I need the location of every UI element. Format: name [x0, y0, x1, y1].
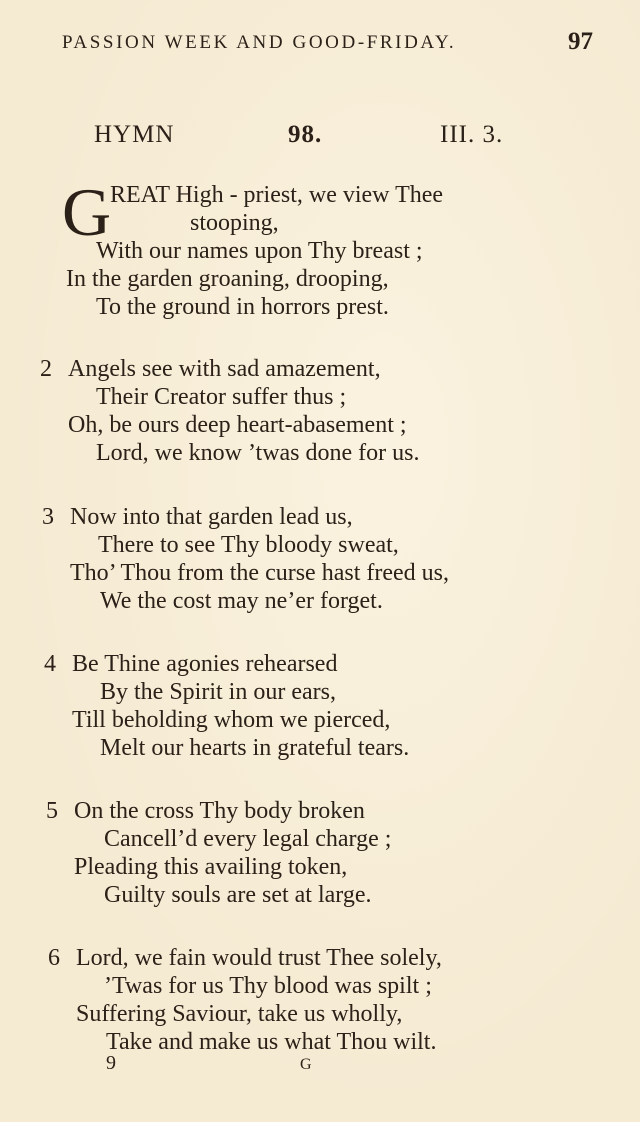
signature-number: 9 [106, 1052, 116, 1074]
hymn-number: 98. [288, 121, 323, 148]
stanza-line: Tho’ Thou from the curse hast freed us, [70, 560, 449, 586]
stanza-line: ’Twas for us Thy blood was spilt ; [104, 973, 432, 999]
drop-cap: G [62, 174, 112, 250]
stanza-line: On the cross Thy body broken [74, 798, 365, 824]
stanza-line: Guilty souls are set at large. [104, 882, 372, 908]
stanza-line: Cancell’d every legal charge ; [104, 826, 392, 852]
hymn-label: HYMN [94, 121, 175, 148]
running-head: PASSION WEEK AND GOOD-FRIDAY. [62, 32, 457, 53]
stanza-number: 6 [48, 945, 60, 971]
hymn-meter: III. 3. [440, 121, 504, 148]
stanza-number: 3 [42, 504, 54, 530]
stanza-line: Till beholding whom we pierced, [72, 707, 391, 733]
stanza-line: We the cost may ne’er forget. [100, 588, 383, 614]
stanza-line: Lord, we know ’twas done for us. [96, 440, 420, 466]
stanza-number: 4 [44, 651, 56, 677]
stanza-line: In the garden groaning, drooping, [66, 266, 389, 292]
stanza-line: Suffering Saviour, take us wholly, [76, 1001, 403, 1027]
stanza-number: 5 [46, 798, 58, 824]
stanza-line: Melt our hearts in grateful tears. [100, 735, 410, 761]
stanza-line: Pleading this availing token, [74, 854, 348, 880]
stanza-line: Their Creator suffer thus ; [96, 384, 347, 410]
stanza-line: Lord, we fain would trust Thee solely, [76, 945, 442, 971]
stanza-line: With our names upon Thy breast ; [96, 238, 423, 264]
stanza-line: To the ground in horrors prest. [96, 294, 389, 320]
page-number: 97 [568, 28, 593, 55]
stanza-line: Oh, be ours deep heart-abasement ; [68, 412, 407, 438]
stanza-line: Now into that garden lead us, [70, 504, 353, 530]
stanza-line: stooping, [190, 210, 279, 236]
signature-letter: G [300, 1056, 312, 1073]
stanza-line: REAT High - priest, we view Thee [110, 182, 444, 208]
stanza-line: There to see Thy bloody sweat, [98, 532, 399, 558]
stanza-line: Angels see with sad amazement, [68, 356, 381, 382]
stanza-line: By the Spirit in our ears, [100, 679, 336, 705]
stanza-line: Take and make us what Thou wilt. [106, 1029, 437, 1055]
stanza-number: 2 [40, 356, 52, 382]
stanza-line: Be Thine agonies rehearsed [72, 651, 338, 677]
